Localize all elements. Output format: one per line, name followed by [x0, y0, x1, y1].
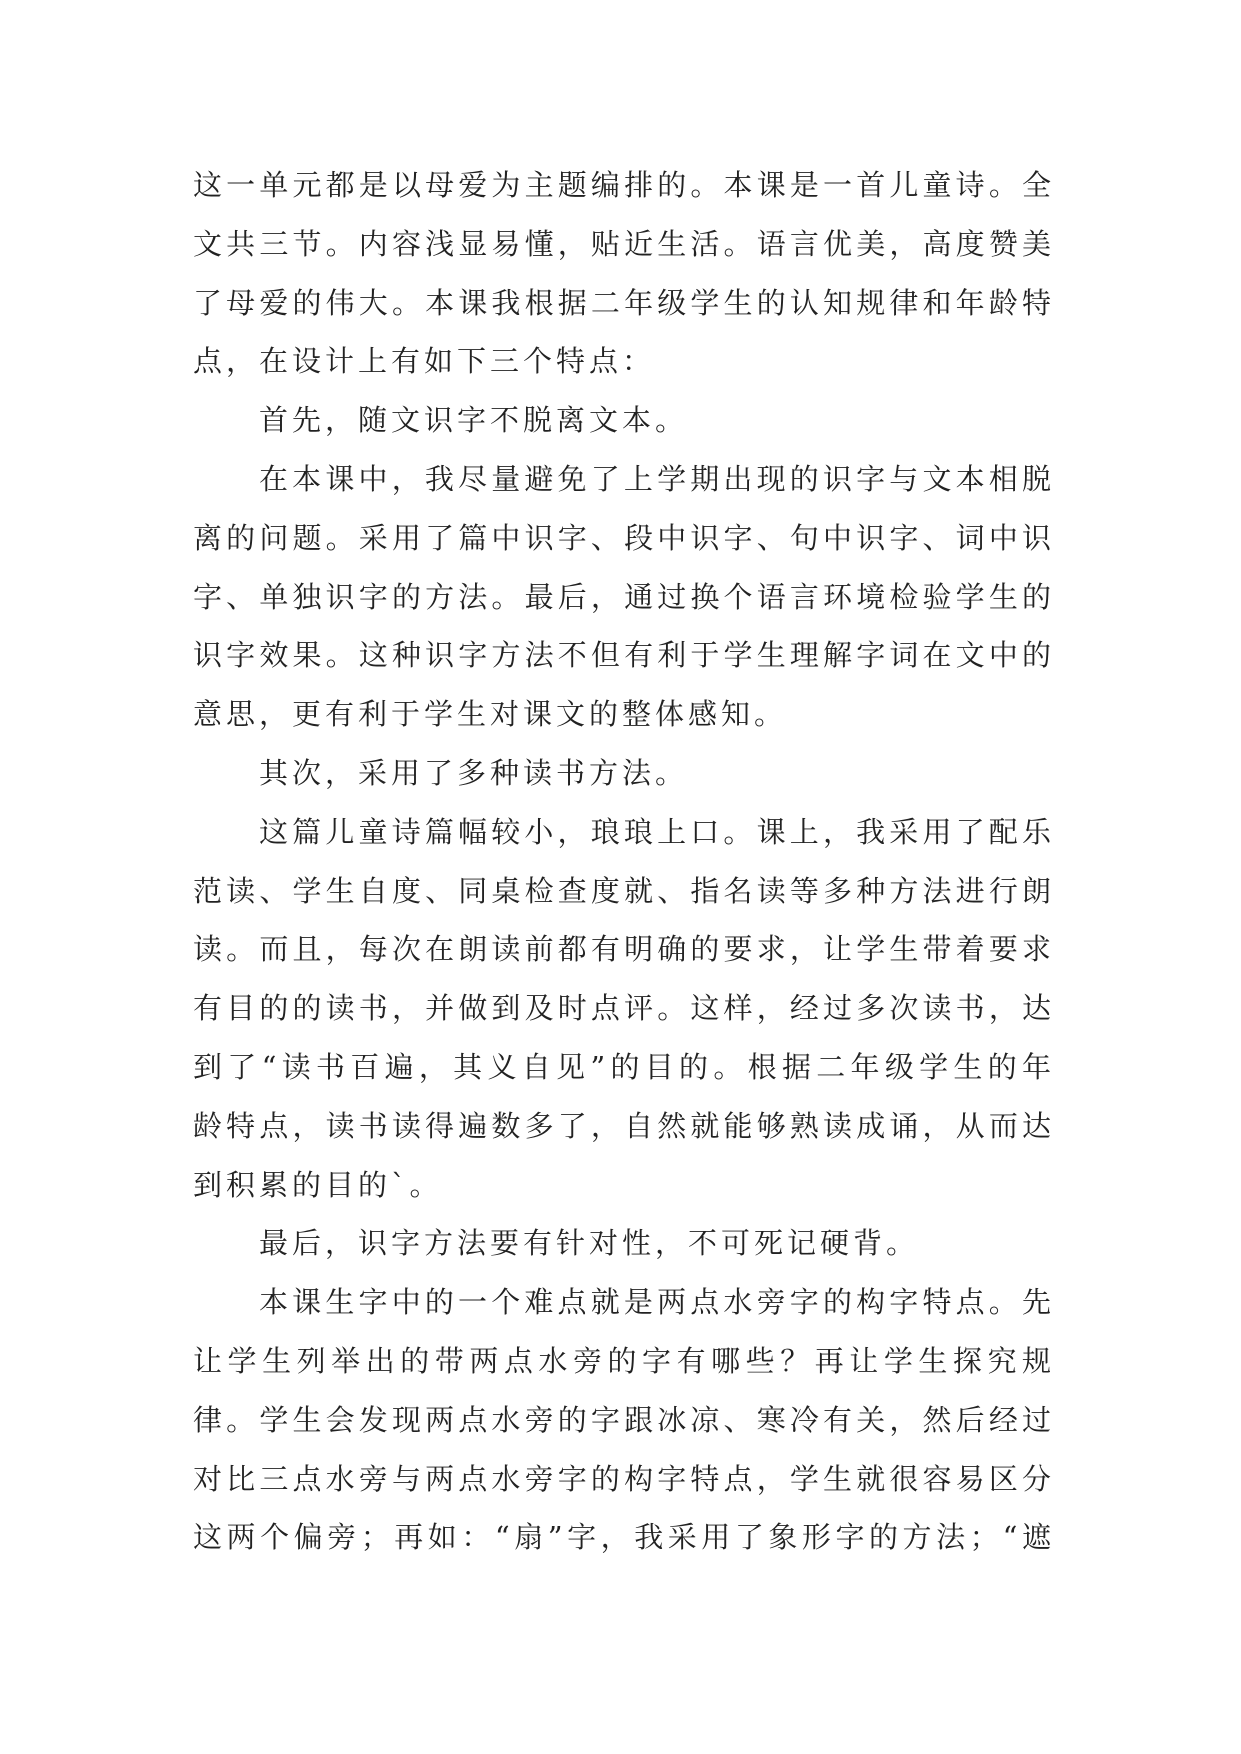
text-line: 了母爱的伟大。本课我根据二年级学生的认知规律和年龄特: [193, 285, 1055, 320]
paragraph: [193, 450, 1055, 744]
paragraph: [193, 803, 1055, 1215]
text-line: 让学生列举出的带两点水旁的字有哪些？再让学生探究规: [193, 1343, 1055, 1378]
text-line: 律。学生会发现两点水旁的字跟冰凉、寒冷有关，然后经过: [193, 1402, 1055, 1437]
text-line: 范读、学生自度、同桌检查度就、指名读等多种方法进行朗: [193, 873, 1055, 908]
text-line: 到了“读书百遍，其义自见”的目的。根据二年级学生的年: [193, 1049, 1055, 1084]
text-line: 离的问题。采用了篇中识字、段中识字、句中识字、词中识: [193, 520, 1055, 555]
paragraph: [193, 156, 1055, 391]
text-line: 识字效果。这种识字方法不但有利于学生理解字词在文中的: [193, 638, 1055, 673]
text-line: 龄特点，读书读得遍数多了，自然就能够熟读成诵，从而达: [193, 1108, 1055, 1143]
text-line: 文共三节。内容浅显易懂，贴近生活。语言优美，高度赞美: [193, 226, 1055, 261]
text-line: 到积累的目的`。: [193, 1167, 443, 1202]
text-line: 这篇儿童诗篇幅较小，琅琅上口。课上，我采用了配乐: [259, 814, 1055, 849]
text-line: 读。而且，每次在朗读前都有明确的要求，让学生带着要求: [193, 932, 1055, 967]
text-line: 点，在设计上有如下三个特点：: [193, 344, 656, 379]
text-line: 有目的的读书，并做到及时点评。这样，经过多次读书，达: [193, 991, 1055, 1026]
text-line: 其次，采用了多种读书方法。: [259, 755, 689, 790]
paragraph-heading: [193, 391, 1055, 450]
text-line: 字、单独识字的方法。最后，通过换个语言环境检验学生的: [193, 579, 1055, 614]
text-line: 本课生字中的一个难点就是两点水旁字的构字特点。先: [259, 1285, 1055, 1320]
text-line: 这两个偏旁；再如：“扇”字，我采用了象形字的方法；“遮: [193, 1520, 1055, 1555]
paragraph-heading: [193, 744, 1055, 803]
paragraph-heading: [193, 1214, 1055, 1273]
text-line: 意思，更有利于学生对课文的整体感知。: [193, 697, 788, 732]
body-text: [193, 156, 1055, 1567]
text-line: 在本课中，我尽量避免了上学期出现的识字与文本相脱: [259, 461, 1055, 496]
text-line: 首先，随文识字不脱离文本。: [259, 403, 689, 438]
text-line: 对比三点水旁与两点水旁字的构字特点，学生就很容易区分: [193, 1461, 1055, 1496]
paragraph: [193, 1273, 1055, 1567]
text-line: 最后，识字方法要有针对性，不可死记硬背。: [259, 1226, 920, 1261]
text-line: 这一单元都是以母爱为主题编排的。本课是一首儿童诗。全: [193, 168, 1055, 202]
